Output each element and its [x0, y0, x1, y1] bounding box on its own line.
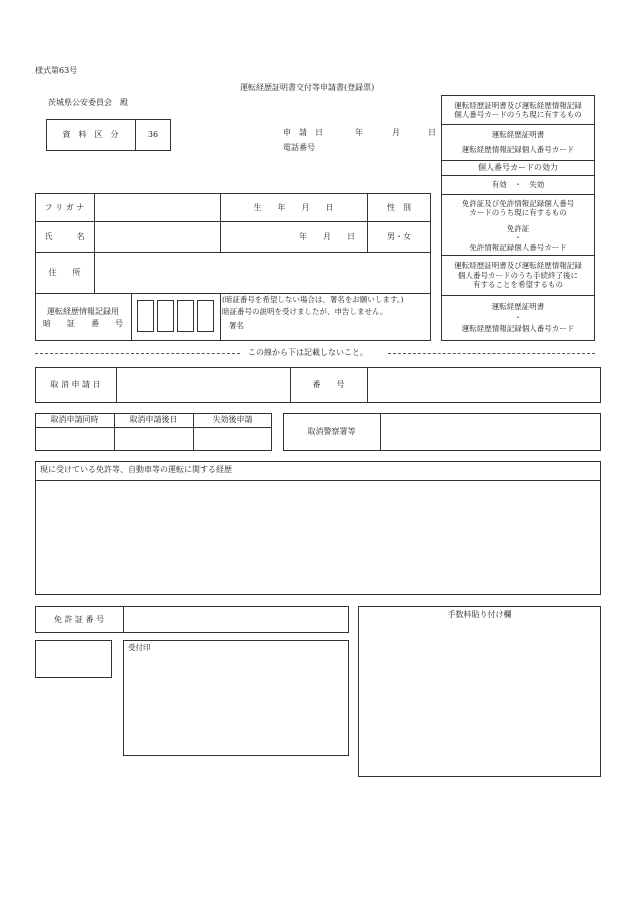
mynumber-validity-label: 個人番号カードの効力	[478, 163, 558, 172]
year-label: 年	[355, 128, 363, 137]
addressee: 茨城県公安委員会 殿	[48, 98, 128, 107]
address-field[interactable]	[95, 253, 431, 293]
shiryo-kubun-value: 36	[147, 130, 159, 139]
right-r9[interactable]: 免許証	[506, 223, 530, 233]
form-number: 様式第63号	[35, 66, 78, 75]
fee-stamp-label: 手数料貼り付け欄	[447, 610, 512, 619]
right-r1: 運転経歴証明書及び運転経歴情報記録	[454, 100, 582, 110]
reception-stamp-box	[123, 640, 349, 756]
shiryo-kubun-label: 資 料 区 分	[62, 130, 119, 139]
simultaneous-field[interactable]	[36, 428, 114, 450]
pin-digit-1[interactable]	[137, 300, 154, 332]
right-r14: 有することを希望するもの	[473, 280, 563, 290]
history-field[interactable]	[36, 481, 600, 594]
cancel-date-field[interactable]	[117, 368, 290, 402]
simultaneous-label: 取消申請同時	[50, 415, 99, 424]
current-certificate-options	[441, 125, 595, 160]
history-label: 現に受けている免許等、自動車等の運転に関する経歴	[40, 465, 232, 474]
pin-label-line2: 暗 証 番 号	[43, 318, 123, 328]
license-number-field[interactable]	[124, 607, 348, 632]
right-r17[interactable]: 運転経歴情報記録個人番号カード	[461, 323, 575, 333]
right-r10: ・	[514, 233, 522, 243]
validity-options[interactable]: 有効 ・ 失効	[491, 180, 545, 190]
license-number-label: 免 許 証 番 号	[53, 614, 105, 624]
reception-stamp-label: 受付印	[128, 643, 151, 652]
signature-field[interactable]	[250, 318, 425, 338]
cancel-date-label: 取 消 申 請 日	[50, 380, 101, 389]
pin-note-2: 暗証番号の説明を受けましたが、申告しません。	[222, 307, 388, 316]
name-field[interactable]	[95, 222, 220, 252]
desired-after-options	[441, 296, 595, 341]
pin-note-1: (暗証番号を希望しない場合は、署名をお願いします。)	[222, 295, 404, 304]
right-r2: 個人番号カードのうち現に有するもの	[454, 110, 582, 119]
furigana-label: フ リ ガ ナ	[44, 202, 85, 212]
name-label: 氏 名	[44, 232, 85, 241]
blank-box	[35, 640, 112, 678]
day-label: 日	[428, 128, 436, 137]
pin-digit-4[interactable]	[197, 300, 214, 332]
right-r7: 免許証及び免許情報記録個人番号	[461, 198, 575, 208]
pin-label-line1: 運転経歴情報記録用	[47, 307, 119, 317]
divider-text: この線から下は記載しないこと。	[248, 348, 368, 357]
sex-options[interactable]: 男・女	[387, 232, 411, 241]
after-expiry-field[interactable]	[194, 428, 271, 450]
number-label: 番 号	[312, 380, 345, 389]
right-r4[interactable]: 運転経歴情報記録個人番号カード	[461, 144, 575, 154]
current-certificate-cell	[441, 96, 595, 124]
right-r15[interactable]: 運転経歴証明書	[491, 302, 545, 312]
birthdate-label: 生 年 月 日	[253, 202, 334, 212]
desired-after-cell	[441, 256, 595, 295]
signature-label: 署名	[229, 321, 244, 330]
pin-digit-3[interactable]	[177, 300, 194, 332]
number-field[interactable]	[368, 368, 600, 402]
address-label: 住 所	[48, 268, 81, 277]
right-r3[interactable]: 運転経歴証明書	[491, 130, 545, 140]
birthdate-field[interactable]: 年 月 日	[299, 232, 355, 241]
right-r11[interactable]: 免許情報記録個人番号カード	[469, 242, 567, 252]
sex-label: 性 別	[387, 202, 411, 212]
right-r16: ・	[514, 313, 522, 323]
pin-label	[35, 294, 131, 341]
police-station-field[interactable]	[381, 414, 600, 450]
right-r13: 個人番号カードのうち手続終了後に	[458, 270, 578, 280]
current-license-cell	[441, 195, 595, 221]
after-label: 取消申請後日	[129, 415, 178, 424]
phone-label: 電話番号	[283, 143, 315, 152]
pin-digit-2[interactable]	[157, 300, 174, 332]
police-station-label: 取消警察署等	[307, 427, 356, 436]
after-expiry-label: 失効後申請	[212, 415, 253, 424]
fee-stamp-box	[358, 606, 601, 777]
month-label: 月	[392, 128, 400, 137]
right-r12: 運転経歴証明書及び運転経歴情報記録	[454, 261, 582, 271]
application-date-label: 申 請 日	[283, 128, 323, 137]
current-license-options	[441, 221, 595, 255]
furigana-field[interactable]	[95, 194, 220, 221]
form-title: 運転経歴証明書交付等申請書(登録票)	[240, 83, 375, 92]
after-field[interactable]	[115, 428, 193, 450]
right-r8: カードのうち現に有するもの	[469, 208, 567, 217]
divider-line-right	[388, 353, 595, 354]
divider-line-left	[35, 353, 240, 354]
